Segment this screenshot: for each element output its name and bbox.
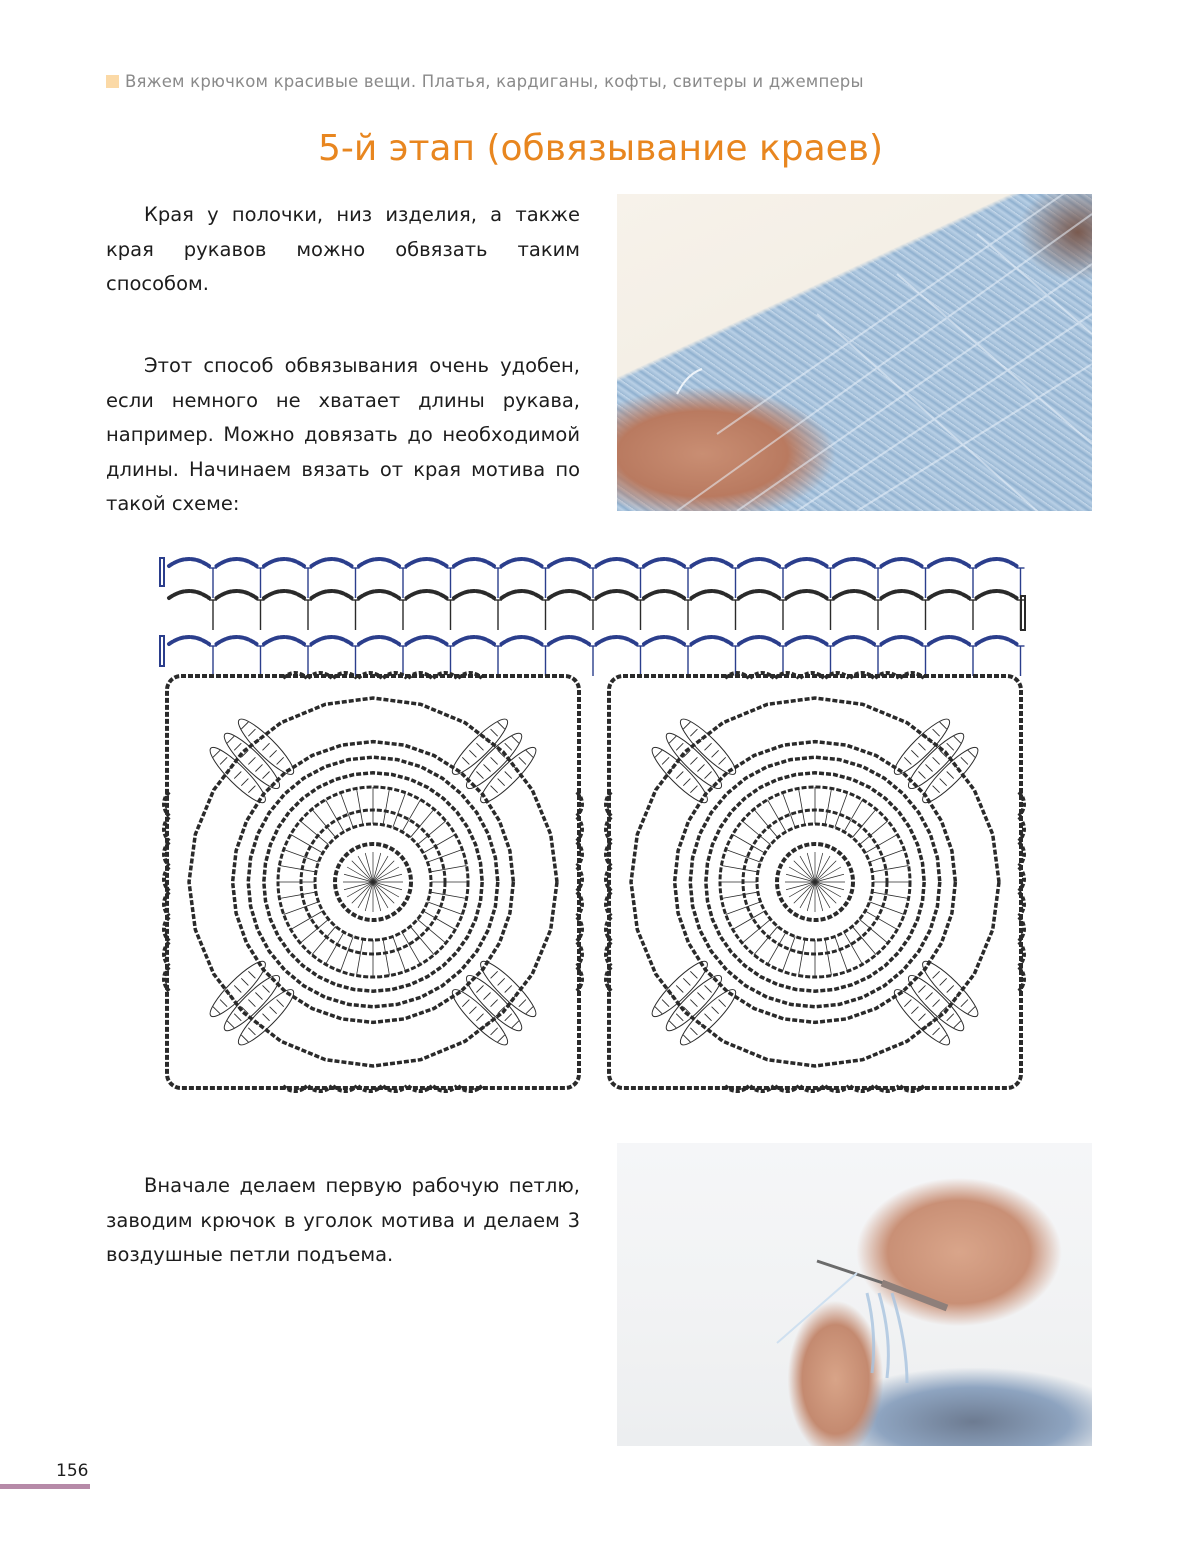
running-header	[106, 70, 864, 92]
header-bullet-icon	[106, 75, 119, 88]
lace-texture	[617, 194, 1092, 511]
page-number-bar	[0, 1484, 90, 1489]
paragraph-method: Этот способ обвязывания очень удобен, если немного не хватает длины рукава, например. Можно довязать до необходимой длины. Начинаем вязать от края мотива по такой схеме:	[106, 354, 580, 515]
hook-illustration	[617, 1143, 1092, 1446]
paragraph-first-step: Вначале делаем первую рабочую петлю, заводим крючок в уголок мотива и делаем 3 воздушные петли подъема.	[106, 1174, 580, 1266]
photo-lace-edge	[617, 194, 1092, 511]
photo-crocheting	[617, 1143, 1092, 1446]
running-header-text: Вяжем крючком красивые вещи. Платья, кардиганы, кофты, свитеры и джемперы	[125, 71, 864, 91]
border-rows	[160, 558, 1025, 676]
page-number: 156	[56, 1461, 89, 1481]
square-motif-right	[606, 673, 1024, 1091]
square-motif-left	[164, 673, 582, 1091]
page-title: 5-й этап (обвязывание краев)	[317, 128, 884, 169]
paragraph-intro: Края у полочки, низ изделия, а также края рукавов можно обвязать таким способом.	[106, 203, 580, 295]
crochet-diagram	[155, 548, 1035, 1108]
